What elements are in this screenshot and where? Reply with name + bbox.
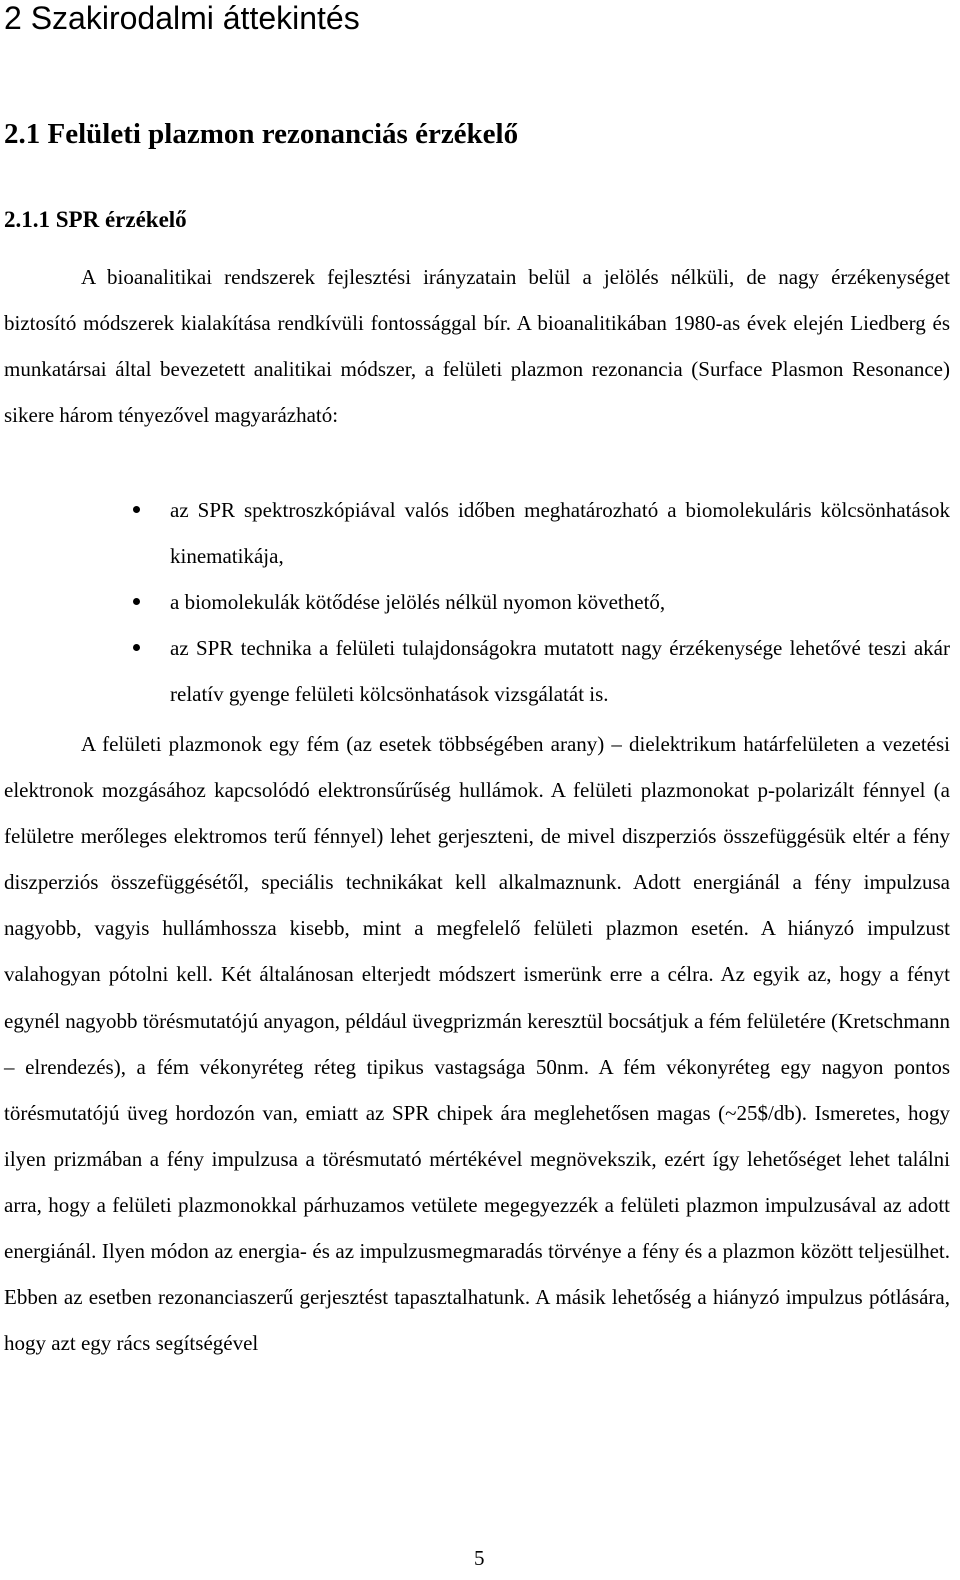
bullet-dot-icon <box>133 598 140 605</box>
bullet-text: az SPR technika a felületi tulajdonságokra mutatott nagy érzékenysége lehetővé teszi akár relatív gyenge felületi kölcsönhatások vizsgálatát is. <box>170 636 950 707</box>
bullet-text: az SPR spektroszkópiával valós időben meghatározható a biomolekuláris kölcsönhatások kinematikája, <box>170 498 950 569</box>
bullet-list <box>130 487 950 717</box>
section-heading: 2.1 Felületi plazmon rezonanciás érzékelő <box>4 118 519 150</box>
bullet-dot-icon <box>133 506 140 513</box>
body-paragraph-plasmon: A felületi plazmonok egy fém (az esetek többségében arany) – dielektrikum határfelületen a vezetési elektronok mozgásához kapcsolódó elektronsűrűség hullámok. A felületi plazmonokat p-polarizált fénnyel (a felületre merőleges elektromos terű fénnyel) lehet gerjeszteni, de mivel diszperziós összefüggésük eltér a fény diszperziós összefüggésétől, speciális technikákat kell alkalmaznunk. Adott energiánál a fény impulzusa nagyobb, vagyis hullámhossza kisebb, mint a megfelelő felületi plazmon esetén. A hiányzó impulzust valahogyan pótolni kell. Két általánosan elterjedt módszert ismerünk erre a célra. Az egyik az, hogy a fényt egynél nagyobb törésmutatójú anyagon, például üvegprizmán keresztül bocsátjuk a fém felületére (Kretschmann – elrendezés), a fém vékonyréteg réteg tipikus vastagsága 50nm. A fém vékonyréteg egy nagyon pontos törésmutatójú üveg hordozón van, emiatt az SPR chipek ára meglehetősen magas (~25$/db). Ismeretes, hogy ilyen prizmában a fény impulzusa a törésmutató mértékével megnövekszik, ezért így lehetőséget lehet találni arra, hogy a felületi plazmonokkal párhuzamos vetülete megegyezzék a felületi plazmon impulzusával az adott energiánál. Ilyen módon az energia- és az impulzusmegmaradás törvénye a fény és a plazmon között teljesülhet. Ebben az esetben rezonanciaszerű gerjesztést tapasztalhatunk. A másik lehetőség a hiányzó impulzus pótlására, hogy azt egy rács segítségével <box>4 732 950 1356</box>
body-paragraph-intro: A bioanalitikai rendszerek fejlesztési irányzatain belül a jelölés nélküli, de nagy érzékenységet biztosító módszerek kialakítása rendkívüli fontossággal bír. A bioanalitikában 1980-as évek elején Liedberg és munkatársai által bevezetett analitikai módszer, a felületi plazmon rezonancia (Surface Plasmon Resonance) sikere három tényezővel magyarázható: <box>4 265 950 428</box>
bullet-item <box>130 487 950 579</box>
chapter-heading: 2 Szakirodalmi áttekintés <box>4 0 360 36</box>
page-number: 5 <box>474 1546 485 1570</box>
bullet-item <box>130 579 950 625</box>
subsection-heading: 2.1.1 SPR érzékelő <box>4 207 187 232</box>
bullet-dot-icon <box>133 644 140 651</box>
bullet-item <box>130 625 950 717</box>
bullet-text: a biomolekulák kötődése jelölés nélkül nyomon követhető, <box>170 590 666 615</box>
